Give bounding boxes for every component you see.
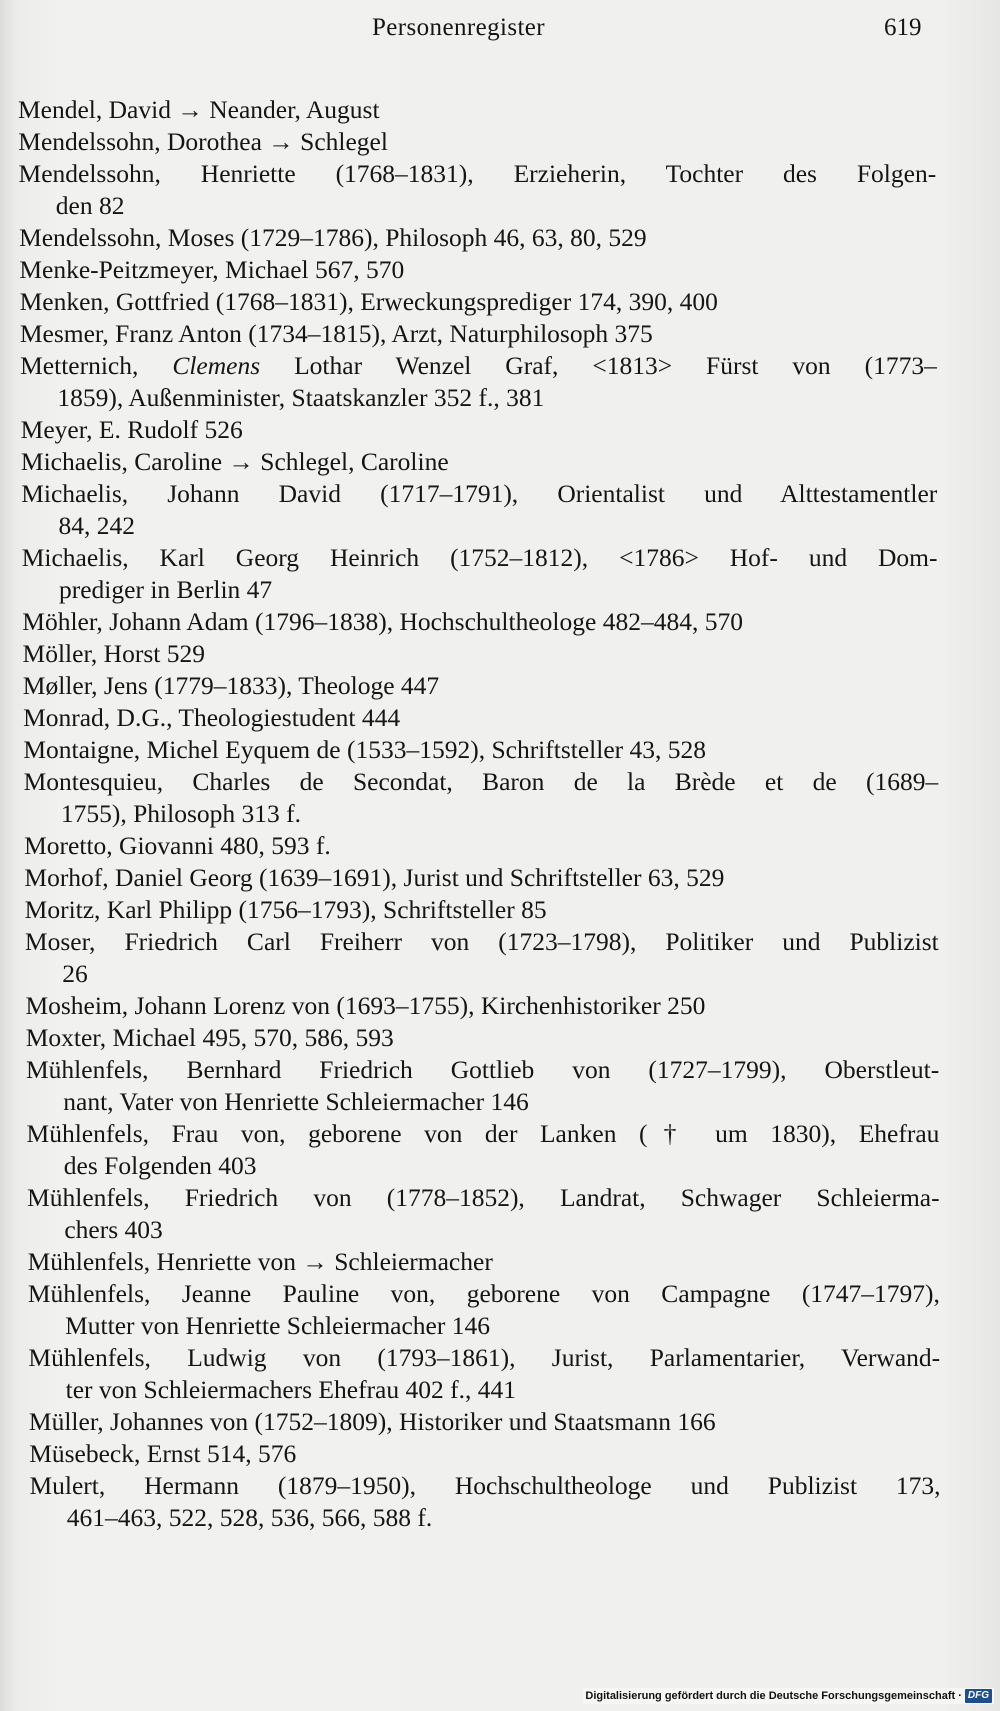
index-entry [0, 670, 1000, 702]
entry-line: Moser, Friedrich Carl Freiherr von (1723–1798), Politiker und Publizist [24, 927, 939, 956]
index-entry [0, 990, 1000, 1022]
index-entry [0, 638, 1000, 670]
entry-line: Mühlenfels, Friedrich von (1778–1852), Landrat, Schwager Schleierma- [27, 1183, 940, 1212]
entry-line: Müsebeck, Ernst 514, 576 [29, 1439, 297, 1468]
index-entry [0, 606, 1000, 638]
index-entry [0, 446, 1000, 478]
index-entry [0, 478, 1000, 542]
entry-line: Möller, Horst 529 [22, 639, 205, 668]
entry-line: Mendel, David → Neander, August [18, 95, 380, 124]
entry-continuation-line: ter von Schleiermachers Ehefrau 402 f., 441 [65, 1375, 516, 1404]
index-entry [0, 414, 1000, 446]
entry-continuation-line: des Folgenden 403 [63, 1151, 257, 1180]
index-entry [0, 894, 1000, 926]
running-title: Personenregister [372, 14, 546, 41]
index-entry [0, 862, 1000, 894]
entry-line: Mühlenfels, Ludwig von (1793–1861), Jurist, Parlamentarier, Verwand- [28, 1343, 941, 1372]
entry-line: Mendelssohn, Dorothea → Schlegel [18, 127, 388, 156]
entry-continuation-line: chers 403 [64, 1215, 163, 1244]
entry-line: Moxter, Michael 495, 570, 586, 593 [25, 1023, 394, 1052]
dfg-logo: DFG [965, 1689, 992, 1703]
index-entry [0, 318, 1000, 350]
entry-line: Michaelis, Johann David (1717–1791), Orientalist und Alttestamentler [21, 479, 938, 508]
index-entry [0, 254, 1000, 286]
index-entry [0, 542, 1000, 606]
entry-line: Møller, Jens (1779–1833), Theologe 447 [22, 671, 440, 700]
index-entry [0, 1406, 1000, 1438]
entry-line: Mühlenfels, Henriette von → Schleiermacher [27, 1247, 493, 1276]
digitization-footer [583, 1688, 994, 1704]
entry-continuation-line: Mutter von Henriette Schleiermacher 146 [65, 1311, 490, 1340]
entry-continuation-line: prediger in Berlin 47 [59, 575, 273, 604]
index-entry [0, 926, 1000, 990]
entry-line: Mulert, Hermann (1879–1950), Hochschultheologe und Publizist 173, [29, 1471, 941, 1500]
entry-continuation-line: den 82 [55, 191, 125, 220]
entry-line: Mendelssohn, Henriette (1768–1831), Erzieherin, Tochter des Folgen- [18, 159, 937, 188]
index-entry [0, 286, 1000, 318]
index-entries [0, 94, 1000, 1534]
entry-line: Meyer, E. Rudolf 526 [20, 415, 243, 444]
index-entry [0, 734, 1000, 766]
footer-text: Digitalisierung gefördert durch die Deutsche Forschungsgemeinschaft · [585, 1690, 962, 1702]
entry-continuation-line: 1755), Philosoph 313 f. [60, 799, 301, 828]
entry-line: Menke-Peitzmeyer, Michael 567, 570 [19, 255, 405, 284]
entry-continuation-line: 461–463, 522, 528, 536, 566, 588 f. [66, 1503, 433, 1532]
entry-line: Moritz, Karl Philipp (1756–1793), Schriftsteller 85 [24, 895, 547, 924]
entry-continuation-line: 1859), Außenminister, Staatskanzler 352 f., 381 [57, 383, 545, 412]
entry-continuation-line: nant, Vater von Henriette Schleiermacher 146 [63, 1087, 529, 1116]
entry-line: Montaigne, Michel Eyquem de (1533–1592), Schriftsteller 43, 528 [23, 735, 707, 764]
entry-line: Moretto, Giovanni 480, 593 f. [24, 831, 331, 860]
index-entry [0, 830, 1000, 862]
entry-line: Monrad, D.G., Theologiestudent 444 [23, 703, 401, 732]
index-entry [0, 126, 1000, 158]
index-entry [0, 1118, 1000, 1182]
index-entry [0, 1054, 1000, 1118]
entry-line: Menken, Gottfried (1768–1831), Erweckungsprediger 174, 390, 400 [19, 287, 718, 316]
entry-line: Mühlenfels, Bernhard Friedrich Gottlieb von (1727–1799), Oberstleut- [26, 1055, 940, 1084]
entry-line: Michaelis, Caroline → Schlegel, Caroline [20, 447, 449, 476]
entry-line: Michaelis, Karl Georg Heinrich (1752–1812), <1786> Hof- und Dom- [21, 543, 938, 572]
page-number: 619 [884, 14, 922, 41]
entry-line: Mühlenfels, Frau von, geborene von der Lanken († um 1830), Ehefrau [26, 1119, 940, 1148]
entry-line: Morhof, Daniel Georg (1639–1691), Jurist und Schriftsteller 63, 529 [24, 863, 725, 892]
entry-line: Mühlenfels, Jeanne Pauline von, geborene von Campagne (1747–1797), [27, 1279, 940, 1308]
entry-line: Möhler, Johann Adam (1796–1838), Hochschultheologe 482–484, 570 [22, 607, 743, 636]
index-entry [0, 1438, 1000, 1470]
index-entry [0, 1246, 1000, 1278]
index-entry [0, 94, 1000, 126]
index-entry [0, 350, 1000, 414]
index-entry [0, 702, 1000, 734]
entry-line: Metternich, Clemens Lothar Wenzel Graf, <1813> Fürst von (1773– [20, 351, 937, 380]
entry-line: Montesquieu, Charles de Secondat, Baron de la Brède et de (1689– [23, 767, 939, 796]
index-entry [0, 1022, 1000, 1054]
entry-line: Mesmer, Franz Anton (1734–1815), Arzt, Naturphilosoph 375 [19, 319, 653, 348]
index-entry [0, 1470, 1000, 1534]
index-entry [0, 1278, 1000, 1342]
page-header [0, 14, 1000, 50]
index-entry [0, 766, 1000, 830]
index-entry [0, 158, 1000, 222]
index-entry [0, 1182, 1000, 1246]
entry-continuation-line: 84, 242 [58, 511, 135, 540]
index-entry [0, 222, 1000, 254]
entry-continuation-line: 26 [62, 959, 88, 988]
entry-line: Mosheim, Johann Lorenz von (1693–1755), Kirchenhistoriker 250 [25, 991, 706, 1020]
entry-line: Müller, Johannes von (1752–1809), Historiker und Staatsmann 166 [28, 1407, 716, 1436]
entry-line: Mendelssohn, Moses (1729–1786), Philosoph 46, 63, 80, 529 [19, 223, 647, 252]
index-entry [0, 1342, 1000, 1406]
